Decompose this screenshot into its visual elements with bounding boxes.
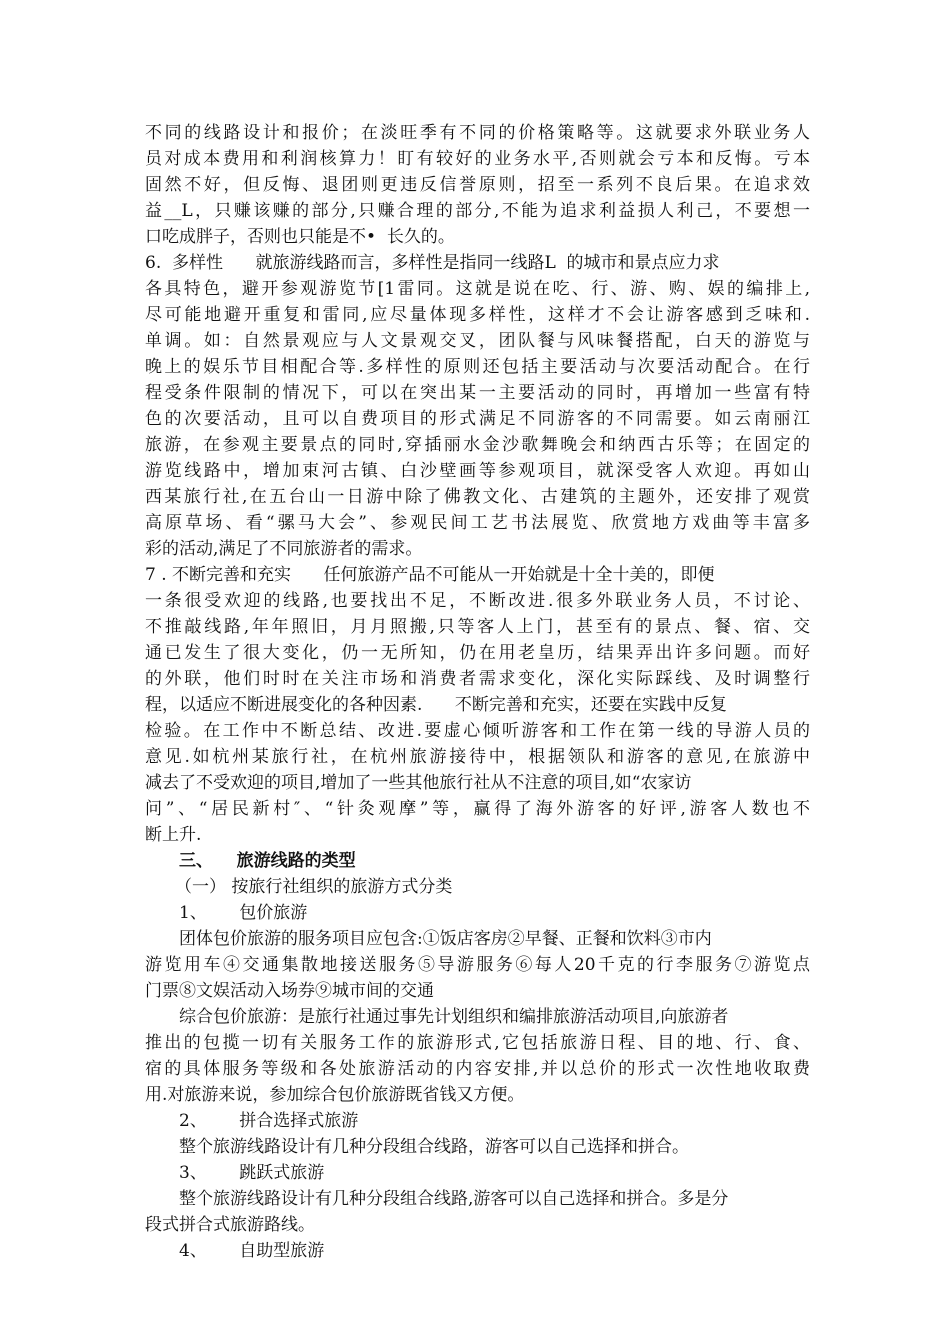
text-line: 减去了不受欢迎的项目,增加了一些其他旅行社从不注意的项目,如“农家访 — [145, 773, 692, 793]
text-line: 通已发生了很大变化，仍一无所知，仍在用老皇历，结果弄出许多问题。而好 — [145, 643, 810, 663]
text-line: 色的次要活动，且可以自费项目的形式满足不同游客的不同需要。如云南丽江 — [145, 409, 810, 429]
text-line: 不同的线路设计和报价；在淡旺季有不同的价格策略等。这就要求外联业务人 — [145, 123, 810, 143]
text-line: 问”、“居民新村″、“针灸观摩”等，赢得了海外游客的好评,游客人数也不 — [145, 799, 810, 819]
text-line: 固然不好，但反悔、退团则更违反信誉原则，招至一系列不良后果。在追求效 — [145, 175, 810, 195]
text-line: 益__L，只赚该赚的部分,只赚合理的部分,不能为追求利益损人利己，不要想一 — [145, 201, 810, 221]
text-line: 高原草场、看“骡马大会”、参观民间工艺书法展览、欣赏地方戏曲等丰富多 — [145, 513, 810, 533]
text-line: 彩的活动,满足了不同旅游者的需求。 — [145, 539, 423, 559]
text-line: 各具特色，避开参观游览节[1雷同。这就是说在吃、行、游、购、娱的编排上, — [145, 279, 810, 299]
text-line: 西某旅行社,在五台山一日游中除了佛教文化、古建筑的主题外，还安排了观赏 — [145, 487, 810, 507]
text-line: 一条很受欢迎的线路,也要找出不足，不断改进.很多外联业务人员，不讨论、 — [145, 591, 810, 611]
text-line: 晚上的娱乐节目相配合等.多样性的原则还包括主要活动与次要活动配合。在行 — [145, 357, 810, 377]
text-line: 游览用车④交通集散地接送服务⑤导游服务⑥每人20千克的行李服务⑦游览点 — [145, 955, 810, 975]
text-line: 1、 包价旅游 — [179, 903, 308, 923]
text-line: 游览线路中，增加束河古镇、白沙壁画等参观项目，就深受客人欢迎。再如山 — [145, 461, 810, 481]
text-line: 整个旅游线路设计有几种分段组合线路,游客可以自己选择和拼合。多是分 — [179, 1189, 729, 1209]
text-line: 用.对旅游来说，参加综合包价旅游既省钱又方便。 — [145, 1085, 525, 1105]
text-line: 检验。在工作中不断总结、改进.要虚心倾听游客和工作在第一线的导游人员的 — [145, 721, 810, 741]
text-line: 3、 跳跃式旅游 — [179, 1163, 325, 1183]
text-line: 宿的具体服务等级和各处旅游活动的内容安排,并以总价的形式一次性地收取费 — [145, 1059, 810, 1079]
text-line: 意见.如杭州某旅行社，在杭州旅游接待中，根据领队和游客的意见,在旅游中 — [145, 747, 810, 767]
text-line: 整个旅游线路设计有几种分段组合线路，游客可以自己选择和拼合。 — [179, 1137, 689, 1157]
text-line: 口吃成胖子，否则也只能是不• 长久的。 — [145, 227, 455, 247]
text-line: 断上升. — [145, 825, 202, 845]
text-line: 不推敲线路,年年照旧，月月照搬,只等客人上门，甚至有的景点、餐、宿、交 — [145, 617, 810, 637]
text-line: 2、 拼合选择式旅游 — [179, 1111, 359, 1131]
section-heading: 三、 旅游线路的类型 — [179, 851, 356, 871]
text-line: 综合包价旅游：是旅行社通过事先计划组织和编排旅游活动项目,向旅游者 — [179, 1007, 729, 1027]
text-line: 段式拼合式旅游路线。 — [145, 1215, 315, 1235]
text-line: 7 . 不断完善和充实 任何旅游产品不可能从一开始就是十全十美的，即便 — [145, 565, 715, 585]
text-line: 推出的包揽一切有关服务工作的旅游形式,它包括旅游日程、目的地、行、食、 — [145, 1033, 810, 1053]
text-line: 员对成本费用和利润核算力！盯有较好的业务水平,否则就会亏本和反悔。亏本 — [145, 149, 810, 169]
document-page — [145, 120, 810, 1264]
text-line: 门票⑧文娱活动入场券⑨城市间的交通 — [145, 981, 434, 1001]
text-line: 程，以适应不断进展变化的各种因素. 不断完善和充实，还要在实践中反复 — [145, 695, 727, 715]
text-line: 的外联，他们时时在关注市场和消费者需求变化，深化实际踩线、及时调整行 — [145, 669, 810, 689]
text-line: 6. 多样性 就旅游线路而言，多样性是指同一线路L 的城市和景点应力求 — [145, 253, 720, 273]
text-line: 旅游，在参观主要景点的同时,穿插丽水金沙歌舞晚会和纳西古乐等；在固定的 — [145, 435, 810, 455]
text-line: 尽可能地避开重复和雷同,应尽量体现多样性，这样才不会让游客感到乏味和. — [145, 305, 810, 325]
text-line: 团体包价旅游的服务项目应包含:①饭店客房②早餐、正餐和饮料③市内 — [179, 929, 712, 949]
text-line: 程受条件限制的情况下，可以在突出某一主要活动的同时，再增加一些富有特 — [145, 383, 810, 403]
text-line: 单调。如：自然景观应与人文景观交叉，团队餐与风味餐搭配，白天的游览与 — [145, 331, 810, 351]
text-line: 4、 自助型旅游 — [179, 1241, 325, 1261]
text-line: （一） 按旅行社组织的旅游方式分类 — [175, 877, 453, 897]
